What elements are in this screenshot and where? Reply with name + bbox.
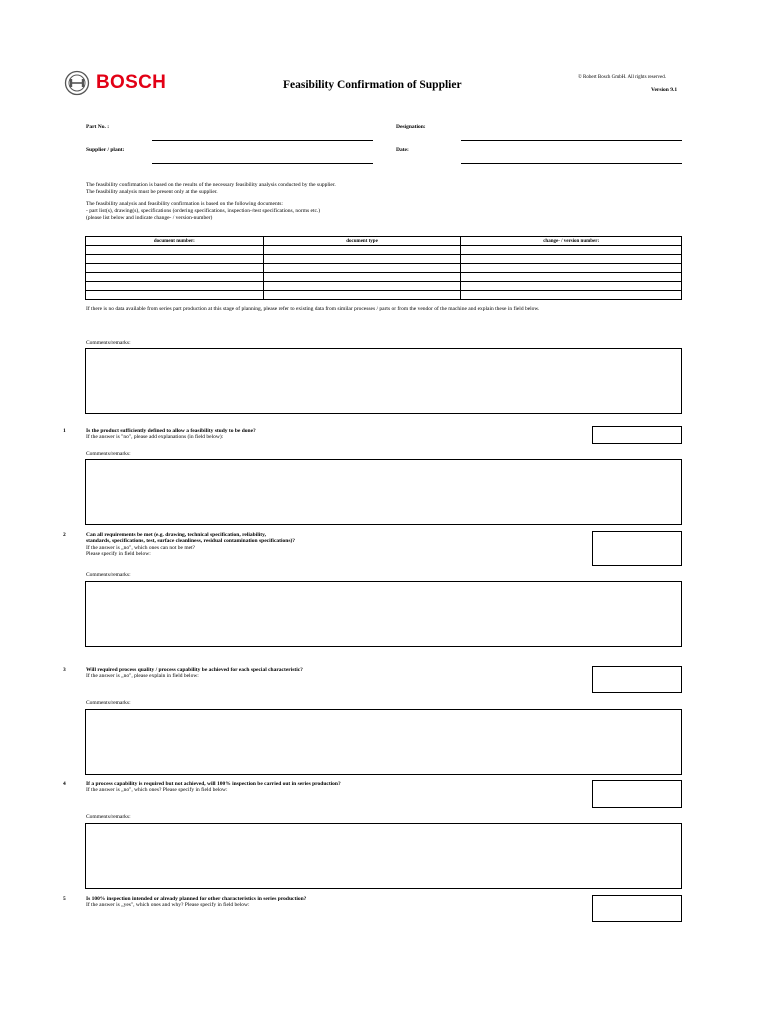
answer-box[interactable]: [592, 780, 682, 808]
question-hint: If the answer is „no", which ones can not be met?: [86, 545, 196, 551]
col-document-type: document type: [263, 237, 461, 246]
table-cell[interactable]: [263, 291, 461, 300]
version-text: Version 9.1: [651, 87, 678, 93]
intro-text: [86, 182, 336, 222]
designation-label: Designation:: [396, 124, 426, 130]
table-cell[interactable]: [86, 273, 264, 282]
comments-label: Comments/remarks:: [86, 572, 131, 578]
bosch-logo: [64, 70, 174, 98]
intro-line: The feasibility analysis must be present only at the supplier.: [86, 189, 218, 195]
comments-label: Comments/remarks:: [86, 814, 131, 820]
part-no-label: Part No. :: [86, 124, 110, 130]
question-text: Can all requirements be met (e.g. drawing, technical specification, reliability,: [86, 532, 266, 538]
table-cell[interactable]: [263, 246, 461, 255]
comments-field[interactable]: [85, 459, 682, 525]
answer-box[interactable]: [592, 531, 682, 566]
answer-box[interactable]: [592, 895, 682, 922]
col-version-number: change- / version number:: [461, 237, 682, 246]
table-cell[interactable]: [461, 255, 682, 264]
table-row[interactable]: [86, 273, 682, 282]
table-cell[interactable]: [86, 291, 264, 300]
question-hint: If the answer is "no", please add explanations (in field below):: [86, 434, 224, 440]
question-text-cont: standards, specifications, test, surface cleanliness, residual contamination specifications)?: [86, 538, 296, 544]
question-hint: If the answer is „no", which ones? Please specify in field below:: [86, 787, 228, 793]
supplier-label: Supplier / plant:: [86, 147, 125, 153]
supplier-field[interactable]: [152, 163, 373, 164]
question-hint: If the answer is „yes", which ones and why? Please specify in field below:: [86, 902, 250, 908]
question-hint: If the answer is „no", please explain in field below:: [86, 673, 199, 679]
page-title: Feasibility Confirmation of Supplier: [283, 79, 462, 91]
table-header-row: [86, 237, 682, 246]
table-row[interactable]: [86, 282, 682, 291]
question-text: Will required process quality / process capability be achieved for each special characteristic?: [86, 667, 303, 673]
comments-field[interactable]: [85, 348, 682, 414]
table-cell[interactable]: [461, 264, 682, 273]
table-cell[interactable]: [86, 264, 264, 273]
table-cell[interactable]: [86, 255, 264, 264]
table-cell[interactable]: [86, 246, 264, 255]
table-cell[interactable]: [461, 291, 682, 300]
table-cell[interactable]: [461, 273, 682, 282]
question-text: Is 100% inspection intended or already planned for other characteristics in series production?: [86, 896, 307, 902]
intro-line: - part list(s), drawing(s), specifications (ordering specifications, inspection-/test specifications, norms etc.): [86, 208, 321, 214]
question-text: Is the product sufficiently defined to allow a feasibility study to be done?: [86, 428, 256, 434]
date-field[interactable]: [461, 163, 682, 164]
table-cell[interactable]: [263, 264, 461, 273]
table-row[interactable]: [86, 291, 682, 300]
table-row[interactable]: [86, 255, 682, 264]
documents-table: [85, 236, 682, 300]
designation-field[interactable]: [461, 140, 682, 141]
table-cell[interactable]: [86, 282, 264, 291]
no-data-note: If there is no data available from series part production at this stage of planning, please refer to existing data from similar processes / parts or from the vendor of the machine and explain these in field below.: [86, 306, 540, 312]
table-cell[interactable]: [263, 282, 461, 291]
intro-line: The feasibility analysis and feasibility confirmation is based on the following documents:: [86, 201, 283, 207]
table-cell[interactable]: [263, 273, 461, 282]
question-hint-cont: Please specify in field below:: [86, 551, 151, 557]
intro-line: The feasibility confirmation is based on the results of the necessary feasibility analysis conducted by the supplier.: [86, 182, 336, 188]
question-number: 3: [63, 667, 66, 673]
question-number: 4: [63, 781, 66, 787]
question-number: 5: [63, 896, 66, 902]
comments-field[interactable]: [85, 581, 682, 647]
bosch-armature-icon: [64, 70, 90, 96]
table-row[interactable]: [86, 264, 682, 273]
part-no-field[interactable]: [152, 140, 373, 141]
comments-label: Comments/remarks:: [86, 700, 131, 706]
comments-label: Comments/remarks:: [86, 340, 131, 346]
date-label: Date:: [396, 147, 409, 153]
question-text: If a process capability is required but not achieved, will 100% inspection be carried out in series production?: [86, 781, 341, 787]
table-cell[interactable]: [461, 246, 682, 255]
comments-field[interactable]: [85, 823, 682, 889]
question-number: 1: [63, 428, 66, 434]
question-number: 2: [63, 532, 66, 538]
brand-wordmark: BOSCH: [96, 72, 167, 93]
comments-label: Comments/remarks:: [86, 451, 131, 457]
table-row[interactable]: [86, 246, 682, 255]
copyright-text: © Robert Bosch GmbH. All rights reserved.: [578, 75, 666, 80]
table-cell[interactable]: [263, 255, 461, 264]
answer-box[interactable]: [592, 666, 682, 693]
intro-line: (please list below and indicate change- / version-number): [86, 215, 213, 221]
comments-field[interactable]: [85, 709, 682, 775]
table-cell[interactable]: [461, 282, 682, 291]
answer-box[interactable]: [592, 426, 682, 444]
col-document-number: document number:: [86, 237, 264, 246]
